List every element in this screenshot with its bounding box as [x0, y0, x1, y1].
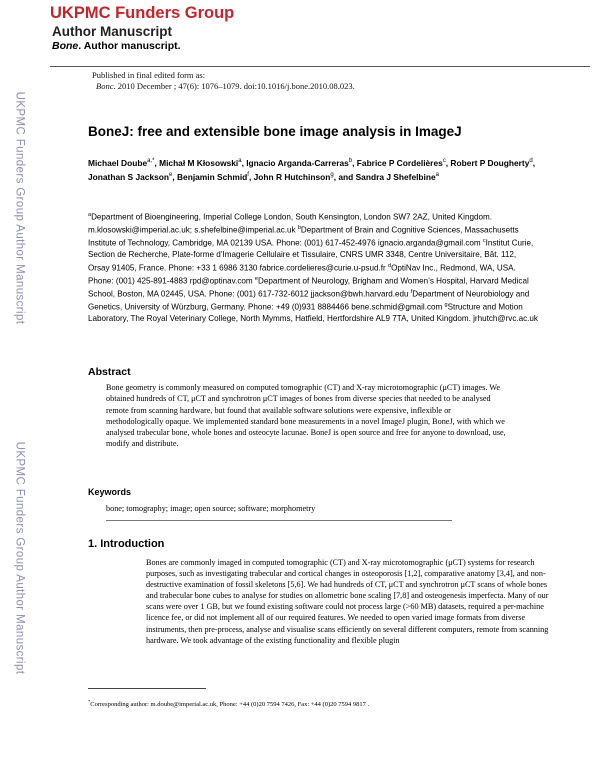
keywords-text: bone; tomography; image; open source; software; morphometry — [106, 504, 316, 513]
author-name: Michael Doube — [88, 157, 148, 168]
author-name: Sandra J Shefelbine — [355, 171, 436, 182]
ukpmc-banner — [50, 4, 590, 53]
footnote — [88, 697, 369, 709]
abstract-text: Bone geometry is commonly measured on computed tomographic (CT) and X-ray microtomographic (μCT) images. We obtained hundreds of CT, μCT and synchrotron μCT images of bones from diverse species that needed to be analysed remote from scanning hardware, but found that available software solutions were expensive, inflexible or methodologically opaque. We implemented standard bone measurements in a novel ImageJ plugin, BoneJ, with which we analysed trabecular bone, whole bones and osteocyte lacunae. BoneJ is open source and free for anyone to download, use, modify and distribute. — [106, 383, 506, 449]
author-name: Michał M Kłosowski — [159, 157, 239, 168]
citation-journal: Bonc — [96, 81, 114, 91]
author-sup: f — [247, 171, 249, 178]
author-name: Fabrice P Cordelières — [356, 157, 443, 168]
author-list: Michael Doube$^{a,*}$, Michał M Kłosowski$^a$, Ignacio Arganda-Carreras$^b$, Fabrice P Cordelières$^c$, Robert P Dougherty$^d$, Jonathan S Jackson$^e$, Benjamin Schmid$^f$, John R Hutchinson$^g$, and Sandra J Shefelbine$^a$ — [88, 157, 536, 182]
author-sup: b — [348, 158, 353, 164]
affiliation-c: Institut Curie, Section de Recherche, Plate-forme d’Imagerie Cellulaire et Tissulaire, CNRS UMR 3348, Centre Universitaire, Bât. 112, Orsay 91405, France. Phone: +33 1 6986 3130 fabrice.cordelieres@curie.u-psud.fr — [88, 238, 534, 273]
keywords-heading: Keywords — [88, 487, 132, 497]
author-manuscript-label: Author Manuscript — [52, 24, 172, 39]
author-name: Ignacio Arganda-Carreras — [246, 157, 349, 168]
journal-suffix: . Author manuscript. — [78, 40, 181, 52]
introduction-heading: 1. Introduction — [88, 538, 165, 550]
affiliation-a: Department of Bioengineering, Imperial College London, South Kensington, London SW7 2AZ, United Kingdom. m.klosowski@imperial.ac.uk; s.shefelbine@imperial.ac.uk — [88, 212, 492, 235]
author-sup: a — [238, 158, 242, 164]
author-sup: a — [435, 171, 439, 178]
footnote-marker: * — [88, 699, 91, 704]
journal-name: Bone — [52, 40, 79, 52]
author-sup: c — [442, 158, 446, 164]
author-name: Robert P Dougherty — [450, 157, 530, 168]
author-sup: e — [169, 171, 173, 178]
footnote-text: Corresponding author: m.doube@imperial.ac.uk, Phone: +44 (0)20 7594 7426, Fax: +44 (0)20 7594 9817 . — [90, 701, 370, 709]
author-sup: d — [529, 158, 533, 164]
publication-info — [92, 70, 355, 92]
abstract-heading: Abstract — [88, 366, 131, 378]
affiliation-e: Department of Neurology, Brigham and Women’s Hospital, Harvard Medical School, Boston, MA 02445, USA. Phone: (001) 617-732-6012 jjackson@bwh.harvard.edu — [88, 276, 529, 299]
keywords-divider — [106, 520, 452, 521]
affiliation-b: Department of Brain and Cognitive Sciences, Massachusetts Institute of Technology, Cambridge, MA 02139 USA. Phone: (001) 617-452-4976 ignacio.arganda@gmail.com — [88, 225, 519, 248]
affiliation-g: Structure and Motion Laboratory, The Royal Veterinary College, North Mymms, Hatfield, Hertfordshire AL9 7TA, United Kingdom. jrhutch@rvc.ac.uk — [88, 302, 538, 324]
citation-line — [96, 81, 355, 92]
funders-group-title: UKPMC Funders Group — [50, 4, 235, 22]
citation-details: . 2010 December ; 47(6): 1076–1079. doi:10.1016/j.bone.2010.08.023. — [113, 81, 355, 91]
author-sup: g — [330, 171, 334, 178]
side-watermark-bottom: UKPMC Funders Group Author Manuscript — [13, 441, 25, 674]
banner-divider — [50, 66, 590, 67]
side-watermark-top: UKPMC Funders Group Author Manuscript — [13, 91, 25, 324]
author-name: John R Hutchinson — [253, 171, 331, 182]
journal-line — [52, 40, 590, 53]
footnote-divider — [88, 688, 206, 689]
introduction-text: Bones are commonly imaged in computed tomographic (CT) and X-ray microtomographic (μCT) systems for research purposes, such as investigating trabecular and cortical changes in osteoporosis [1,2], comparative anatomy [3,4], and non-destructive examination of fossil skeletons [5,6]. We had hundreds of CT, μCT and synchrotron μCT scans of whole bones and trabecular bone cubes to analyse for studies on allometric bone scaling [7,8] and osteogenesis imperfecta. Many of our scans were over 1 GB, but we found existing software could not process large (>60 MB) datasets, required a per-machine licence fee, or did not implement all of our required features. We needed to open varied image formats from diverse instruments, then pre-process, analyse and visualise scans efficiently on several different computers, remote from scanning hardware. We took advantage of the existing functionality and flexible plugin — [146, 558, 549, 645]
affiliation-f: Department of Neurobiology and Genetics, University of Würzburg, Germany. Phone: +49 (0)931 8884466 bene.schmid@gmail.com — [88, 289, 530, 312]
author-name: Jonathan S Jackson — [88, 171, 169, 182]
affiliation-d: OptiNav Inc., Redmond, WA, USA. Phone: (001) 425-891-4883 rpd@optinav.com — [88, 263, 516, 286]
author-name: Benjamin Schmid — [177, 171, 248, 182]
author-sup: a,* — [147, 158, 155, 164]
published-in-line: Published in final edited form as: — [92, 70, 206, 80]
paper-title: BoneJ: free and extensible bone image analysis in ImageJ — [88, 124, 462, 139]
affiliations: $^a$Department of Bioengineering, Imperial College London, South Kensington, London SW7 2AZ, United Kingdom. m.klosowski@imperial.ac.uk; s.shefelbine@imperial.ac.uk $^b$Department of Brain and Cognitive Sciences, Massachusetts Institute of Technology, Cambridge, MA 02139 USA. Phone: (001) 617-452-4976 ignacio.arganda@gmail.com $^c$Institut Curie, Section de Recherche, Plate-forme d’Imagerie Cellulaire et Tissulaire, CNRS UMR 3348, Centre Universitaire, Bât. 112, Orsay 91405, France. Phone: +33 1 6986 3130 fabrice.cordelieres@curie.u-psud.fr $^d$OptiNav Inc., Redmond, WA, USA. Phone: (001) 425-891-4883 rpd@optinav.com $^e$Department of Neurology, Brigham and Women’s Hospital, Harvard Medical School, Boston, MA 02445, USA. Phone: (001) 617-732-6012 jjackson@bwh.harvard.edu $^f$Department of Neurobiology and Genetics, University of Würzburg, Germany. Phone: +49 (0)931 8884466 bene.schmid@gmail.com $^g$Structure and Motion Laboratory, The Royal Veterinary College, North Mymms, Hatfield, Hertfordshire AL9 7TA, United Kingdom. jrhutch@rvc.ac.uk — [88, 212, 538, 324]
